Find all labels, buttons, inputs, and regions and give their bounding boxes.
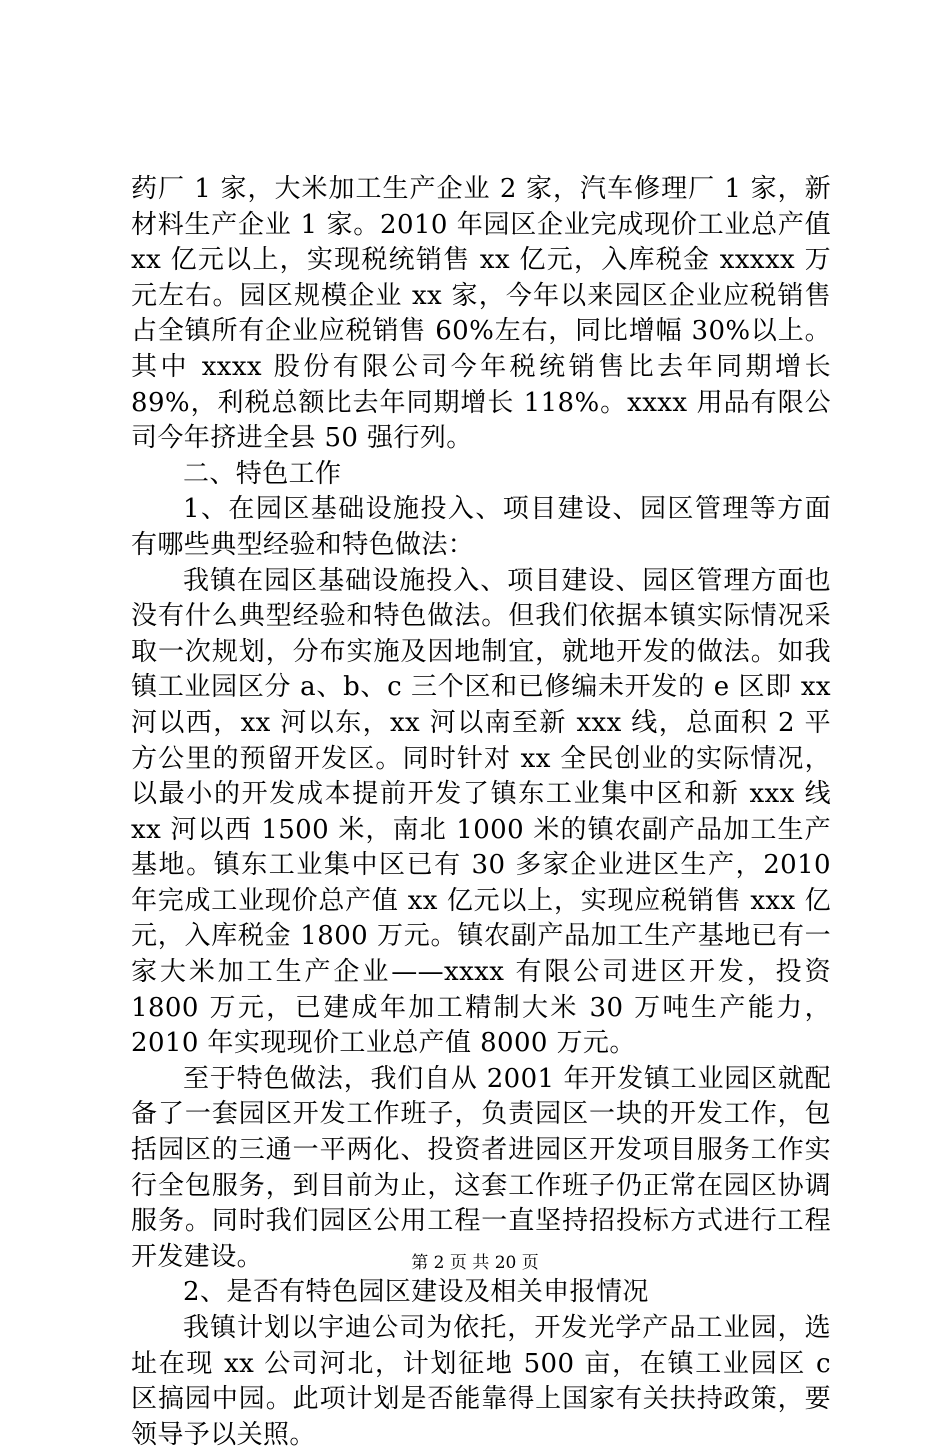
paragraph-4: 我镇在园区基础设施投入、项目建设、园区管理方面也没有什么典型经验和特色做法。但我们依据本镇实际情况采取一次规划，分布实施及因地制宜，就地开发的做法。如我镇工业园区分 a、b、c 三个区和已修编未开发的 e 区即 xx 河以西，xx 河以东，xx 河以南至新 xxx 线，总面积 2 平方公里的预留开发区。同时针对 xx 全民创业的实际情况，以最小的开发成本提前开发了镇东工业集中区和新 xxx 线 xx 河以西 1500 米，南北 1000 米的镇农副产品加工生产基地。镇东工业集中区已有 30 多家企业进区生产，2010 年完成工业现价总产值 xx 亿元以上，实现应税销售 xxx 亿元，入库税金 1800 万元。镇农副产品加工生产基地已有一家大米加工生产企业——xxxx 有限公司进区开发，投资 1800 万元，已建成年加工精制大米 30 万吨生产能力，2010 年实现现价工业总产值 8000 万元。 (131, 565, 831, 1059)
paragraph-1: 药厂 1 家，大米加工生产企业 2 家，汽车修理厂 1 家，新材料生产企业 1 家。2010 年园区企业完成现价工业总产值 xx 亿元以上，实现税统销售 xx 亿元，入库税金 xxxxx 万元左右。园区规模企业 xx 家，今年以来园区企业应税销售占全镇所有企业应税销售 60%左右，同比增幅 30%以上。其中 xxxx 股份有限公司今年税统销售比去年同期增长 89%，利税总额比去年同期增长 118%。xxxx 用品有限公司今年挤进全县 50 强行列。 (131, 174, 831, 454)
page-footer: 第 2 页 共 20 页 (411, 1253, 539, 1273)
paragraph-5: 至于特色做法，我们自从 2001 年开发镇工业园区就配备了一套园区开发工作班子，负责园区一块的开发工作，包括园区的三通一平两化、投资者进园区开发项目服务工作实行全包服务，到目前为止，这套工作班子仍正常在园区协调服务。同时我们园区公用工程一直坚持招投标方式进行工程开发建设。 (131, 1063, 831, 1272)
question-2-heading: 2、是否有特色园区建设及相关申报情况 (183, 1277, 649, 1308)
question-1-heading: 1、在园区基础设施投入、项目建设、园区管理等方面有哪些典型经验和特色做法： (131, 494, 831, 560)
paragraph-7: 我镇计划以宇迪公司为依托，开发光学产品工业园，选址在现 xx 公司河北，计划征地 500 亩，在镇工业园区 c 区搞园中园。此项计划是否能靠得上国家有关扶持政策，要领导予以关照。 (131, 1313, 831, 1450)
section-heading-special-work: 二、特色工作 (183, 458, 342, 489)
